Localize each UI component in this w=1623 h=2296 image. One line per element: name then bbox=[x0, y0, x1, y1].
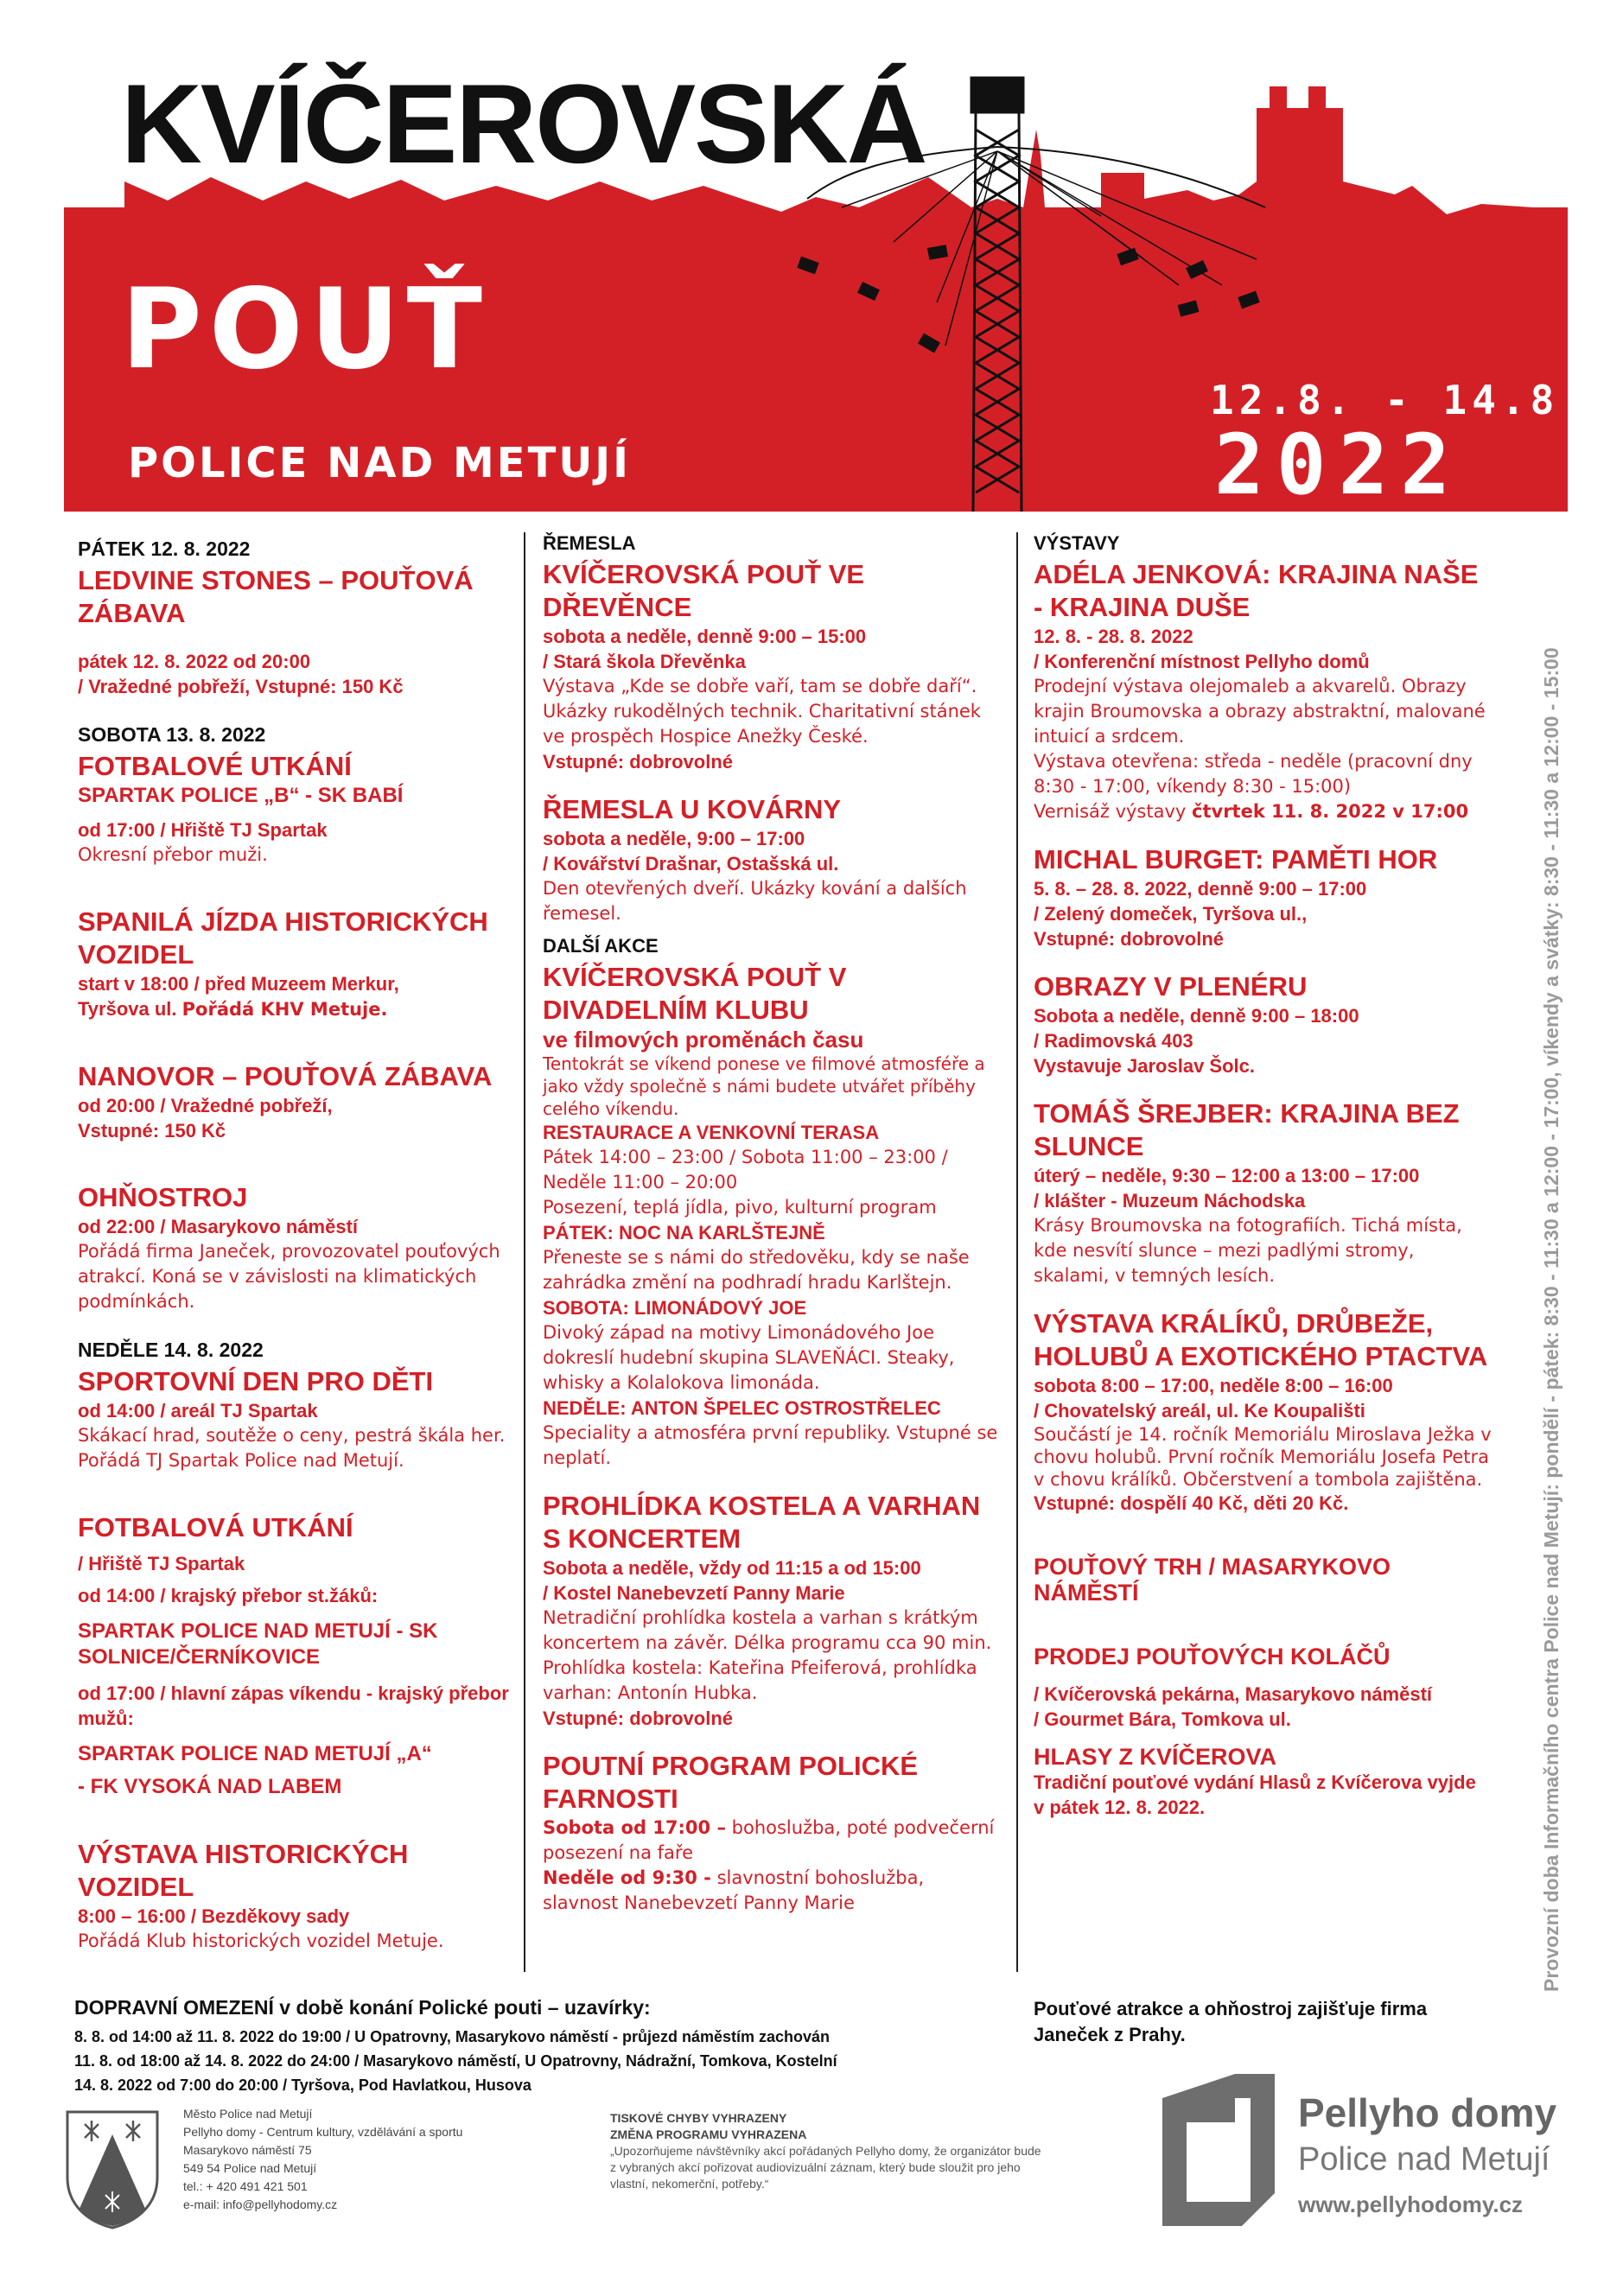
event-info: od 14:00 / areál TJ Spartak bbox=[78, 1400, 318, 1421]
event-info: sobota 8:00 – 17:00, neděle 8:00 – 16:00 bbox=[1034, 1375, 1393, 1396]
traffic-title bbox=[74, 1996, 1025, 2019]
event-description: Skákací hrad, soutěže o ceny, pestrá škála her. Pořádá TJ Spartak Police nad Metují. bbox=[78, 1425, 506, 1471]
event-time: Neděle od 9:30 - bbox=[543, 1867, 711, 1888]
event-title: ADÉLA JENKOVÁ: KRAJINA NAŠE - KRAJINA DUŠE bbox=[1034, 559, 1479, 622]
address-line: Pellyho domy - Centrum kultury, vzdělávání a sportu bbox=[183, 2125, 463, 2139]
event-info: Vstupné: 150 Kč bbox=[78, 1120, 226, 1142]
disclaimer-line: TISKOVÉ CHYBY VYHRAZENY bbox=[610, 2111, 787, 2125]
event-description bbox=[543, 1866, 1002, 1916]
event-description: Posezení, teplá jídla, pivo, kulturní program bbox=[543, 1197, 937, 1218]
event-info: / Kvíčerovská pekárna, Masarykovo náměstí bbox=[1034, 1683, 1433, 1705]
event-description: Pořádá KHV Metuje. bbox=[181, 999, 388, 1020]
event-title: SPANILÁ JÍZDA HISTORICKÝCH VOZIDEL bbox=[78, 906, 488, 970]
address-line: e-mail: info@pellyhodomy.cz bbox=[183, 2197, 338, 2211]
event-dates: 12.8. - 14.8. bbox=[1210, 377, 1589, 423]
event-subtitle: SPARTAK POLICE NAD METUJÍ „A“ bbox=[78, 1742, 432, 1765]
logo-name: Pellyho domy bbox=[1298, 2090, 1557, 2135]
event-title: MICHAL BURGET: PAMĚTI HOR bbox=[1034, 844, 1438, 875]
event-description-text: bohoslužba, poté podvečerní posezení na faře bbox=[543, 1817, 995, 1863]
event-info: pátek 12. 8. 2022 od 20:00 bbox=[78, 651, 311, 672]
event-info: 8:00 – 16:00 / Bezděkovy sady bbox=[78, 1905, 350, 1927]
event-title: FOTBALOVÁ UTKÁNÍ bbox=[78, 1512, 353, 1542]
event-subtitle: - FK VYSOKÁ NAD LABEM bbox=[78, 1775, 342, 1798]
traffic-line: 8. 8. od 14:00 až 11. 8. 2022 do 19:00 / U Opatrovny, Masarykovo náměstí - průjezd náměstím zachován bbox=[74, 2028, 831, 2045]
event-description: Výstava „Kde se dobře vaří, tam se dobře daří“. Ukázky rukodělných technik. Charitativní stánek ve prospěch Hospice Anežky České. bbox=[543, 676, 981, 747]
day-heading-sunday: NEDĚLE 14. 8. 2022 bbox=[78, 1339, 264, 1361]
event-subheading: SOBOTA: LIMONÁDOVÝ JOE bbox=[543, 1297, 807, 1319]
event-description: Speciality a atmosféra první republiky. Vstupné se neplatí. bbox=[543, 1422, 998, 1468]
event-info-place: Tyršova ul. bbox=[78, 998, 177, 1020]
event-info: / Kostel Nanebevzetí Panny Marie bbox=[543, 1582, 845, 1604]
event-description: Tentokrát se víkend ponese ve filmové atmosféře a jako vždy společně s námi budete utvářet příběhy celého víkendu. bbox=[543, 1053, 985, 1119]
event-description: Přeneste se s námi do středověku, kdy se naše zahrádka změní na podhradí hradu Karlštejn. bbox=[543, 1247, 970, 1293]
traffic-line: 14. 8. 2022 od 7:00 do 20:00 / Tyršova, Pod Havlatkou, Husova bbox=[74, 2077, 531, 2094]
event-description bbox=[1034, 799, 1492, 824]
event-info: od 17:00 / Hřiště TJ Spartak bbox=[78, 819, 328, 841]
program-column-1 bbox=[78, 532, 510, 1954]
event-description: Výstava otevřena: středa - neděle (pracovní dny 8:30 - 17:00, víkendy 8:30 - 15:00) bbox=[1034, 751, 1473, 797]
event-title: TOMÁŠ ŠREJBER: KRAJINA BEZ SLUNCE bbox=[1034, 1098, 1460, 1161]
event-description: Krásy Broumovska na fotografiích. Tichá místa, kde nesvítí slunce – mezi padlými stromy, skalami, v temných lesích. bbox=[1034, 1215, 1462, 1286]
event-info: Vstupné: dospělí 40 Kč, děti 20 Kč. bbox=[1034, 1492, 1349, 1514]
info-centre-hours: Provozní doba Informačního centra Police nad Metují: pondělí - pátek: 8:30 - 11:30 a 12:00 - 17:00, víkendy a svátky: 8:30 - 11:30 a 12:00 - 15:00 bbox=[1540, 647, 1563, 1992]
address-line: Masarykovo náměstí 75 bbox=[183, 2143, 312, 2157]
event-description: Pořádá Klub historických vozidel Metuje. bbox=[78, 1930, 444, 1951]
event-subtitle: SPARTAK POLICE NAD METUJÍ - SK SOLNICE/ČERNÍKOVICE bbox=[78, 1619, 438, 1669]
section-heading: VÝSTAVY bbox=[1034, 532, 1120, 554]
day-heading-friday: PÁTEK 12. 8. 2022 bbox=[78, 537, 251, 560]
event-info: / Konferenční místnost Pellyho domů bbox=[1034, 651, 1370, 672]
event-description-text: slavnostní bohoslužba, slavnost Nanebevzetí Panny Marie bbox=[543, 1867, 925, 1913]
traffic-title-bold: DOPRAVNÍ OMEZENÍ bbox=[74, 1996, 274, 2019]
disclaimer bbox=[610, 2110, 1042, 2192]
disclaimer-text: „Upozorňujeme návštěvníky akcí pořádaných Pellyho domy, že organizátor bude z vybraných akcí pořizovat audiovizuální záznam, který bude sloužit pro jeho vlastní, nekomerční, potřeby.“ bbox=[610, 2144, 1041, 2191]
town-crest-icon bbox=[64, 2108, 161, 2229]
event-info: / Chovatelský areál, ul. Ke Koupališti bbox=[1034, 1400, 1365, 1421]
event-title: OBRAZY V PLENÉRU bbox=[1034, 971, 1308, 1002]
event-subheading: RESTAURACE A VENKOVNÍ TERASA bbox=[543, 1122, 880, 1143]
column-divider bbox=[524, 532, 525, 1972]
event-info: úterý – neděle, 9:30 – 12:00 a 13:00 – 17:00 bbox=[1034, 1165, 1420, 1186]
title-main: KVÍČEROVSKÁ bbox=[121, 60, 926, 187]
event-info: Vstupné: dobrovolné bbox=[543, 1708, 733, 1729]
event-info: Vstupné: dobrovolné bbox=[543, 751, 733, 773]
section-heading: DALŠÍ AKCE bbox=[543, 935, 659, 957]
event-info: / Kovářství Drašnar, Ostašská ul. bbox=[543, 853, 839, 875]
event-title: NANOVOR – POUŤOVÁ ZÁBAVA bbox=[78, 1061, 493, 1091]
event-time: Sobota od 17:00 – bbox=[543, 1817, 726, 1838]
event-info: 12. 8. - 28. 8. 2022 bbox=[1034, 626, 1193, 647]
event-subheading: NEDĚLE: ANTON ŠPELEC OSTROSTŘELEC bbox=[543, 1397, 941, 1419]
event-description bbox=[543, 1816, 1002, 1866]
event-info: / Gourmet Bára, Tomkova ul. bbox=[1034, 1708, 1291, 1730]
event-title-tail: ve filmových proměnách času bbox=[543, 1027, 864, 1053]
address-line: Město Police nad Metují bbox=[183, 2107, 313, 2121]
event-info: / klášter - Muzeum Náchodska bbox=[1034, 1190, 1306, 1212]
event-title: PRODEJ POUŤOVÝCH KOLÁČŮ bbox=[1034, 1644, 1391, 1670]
event-info: / Hřiště TJ Spartak bbox=[78, 1553, 245, 1574]
event-title: PROHLÍDKA KOSTELA A VARHAN S KONCERTEM bbox=[543, 1491, 981, 1554]
event-info: sobota a neděle, 9:00 – 17:00 bbox=[543, 828, 805, 849]
address-line: 549 54 Police nad Metují bbox=[183, 2161, 317, 2175]
event-description: Prodejní výstava olejomaleb a akvarelů. Obrazy krajin Broumovska a obrazy abstraktní, malované intuicí a srdcem. bbox=[1034, 676, 1486, 747]
event-subtitle: SPARTAK POLICE „B“ - SK BABÍ bbox=[78, 784, 404, 807]
disclaimer-line: ZMĚNA PROGRAMU VYHRAZENA bbox=[610, 2127, 807, 2141]
event-info: Tradiční pouťové vydání Hlasů z Kvíčerova vyjde v pátek 12. 8. 2022. bbox=[1034, 1771, 1476, 1818]
program-column-2 bbox=[543, 532, 1002, 1916]
event-description: Netradiční prohlídka kostela a varhan s krátkým koncertem na závěr. Délka programu cca 90 min. Prohlídka kostela: Kateřina Pfeiferová, prohlídka varhan: Antonín Hubka. bbox=[543, 1607, 992, 1703]
event-info: od 20:00 / Vražedné pobřeží, bbox=[78, 1095, 333, 1116]
event-subheading: PÁTEK: NOC NA KARLŠTEJNĚ bbox=[543, 1222, 825, 1243]
event-info: / Radimovská 403 bbox=[1034, 1030, 1193, 1052]
event-title: KVÍČEROVSKÁ POUŤ VE DŘEVĚNCE bbox=[543, 559, 865, 622]
program-column-3 bbox=[1034, 532, 1492, 1820]
event-info: od 17:00 / hlavní zápas víkendu - krajský přebor mužů: bbox=[78, 1682, 509, 1729]
traffic-restrictions bbox=[74, 1996, 1025, 2097]
column-divider bbox=[1016, 532, 1018, 1972]
event-info bbox=[78, 996, 510, 1022]
event-title: LEDVINE STONES – POUŤOVÁ ZÁBAVA bbox=[78, 565, 474, 628]
event-info: start v 18:00 / před Muzeem Merkur, bbox=[78, 973, 399, 995]
event-info: Vstupné: dobrovolné bbox=[1034, 928, 1224, 950]
event-title: KVÍČEROVSKÁ POUŤ V DIVADELNÍM KLUBU bbox=[543, 962, 847, 1025]
vernissage-date: čtvrtek 11. 8. 2022 v 17:00 bbox=[1192, 801, 1469, 822]
vernissage-label: Vernisáž výstavy bbox=[1034, 801, 1187, 822]
event-title: SPORTOVNÍ DEN PRO DĚTI bbox=[78, 1366, 434, 1396]
address-line: tel.: + 420 491 421 501 bbox=[183, 2179, 308, 2193]
event-title: HLASY Z KVÍČEROVA bbox=[1034, 1744, 1277, 1770]
event-description: Pořádá firma Janeček, provozovatel pouťových atrakcí. Koná se v závislosti na klimatických podmínkách. bbox=[78, 1241, 500, 1312]
event-title: FOTBALOVÉ UTKÁNÍ bbox=[78, 751, 352, 781]
pellyho-domy-logo-icon bbox=[1162, 2074, 1275, 2226]
day-heading-saturday: SOBOTA 13. 8. 2022 bbox=[78, 723, 266, 746]
event-info: od 14:00 / krajský přebor st.žáků: bbox=[78, 1585, 379, 1606]
event-info: 5. 8. – 28. 8. 2022, denně 9:00 – 17:00 bbox=[1034, 878, 1367, 900]
event-description: Divoký západ na motivy Limonádového Joe dokreslí hudební skupina SLAVEŇÁCI. Steaky, whisky a Kolalokova limonáda. bbox=[543, 1322, 955, 1393]
organizer-address bbox=[183, 2105, 462, 2214]
event-title: POUTNÍ PROGRAM POLICKÉ FARNOSTI bbox=[543, 1751, 919, 1814]
event-description: Pátek 14:00 – 23:00 / Sobota 11:00 – 23:00 / Neděle 11:00 – 20:00 bbox=[543, 1147, 948, 1193]
event-title: VÝSTAVA HISTORICKÝCH VOZIDEL bbox=[78, 1839, 409, 1902]
event-info: / Stará škola Dřevěnka bbox=[543, 651, 746, 672]
attractions-note: Pouťové atrakce a ohňostroj zajišťuje firma Janeček z Prahy. bbox=[1034, 1998, 1428, 2045]
section-heading: ŘEMESLA bbox=[543, 532, 636, 554]
event-title: POUŤOVÝ TRH / MASARYKOVO NÁMĚSTÍ bbox=[1034, 1554, 1391, 1606]
event-title: VÝSTAVA KRÁLÍKŮ, DRŮBEŽE, HOLUBŮ A EXOTICKÉHO PTACTVA bbox=[1034, 1308, 1488, 1371]
logo-town: Police nad Metují bbox=[1298, 2141, 1550, 2178]
event-description: Okresní přebor muži. bbox=[78, 844, 268, 865]
event-description: Součástí je 14. ročník Memoriálu Miroslava Ježka v chovu holubů. První ročník Memoriálu Josefa Petra v chovu králíků. Občerstvení a tombola zajištěna. bbox=[1034, 1424, 1492, 1490]
event-info: sobota a neděle, denně 9:00 – 15:00 bbox=[543, 626, 867, 647]
event-info: / Vražedné pobřeží, Vstupné: 150 Kč bbox=[78, 676, 404, 697]
event-info: od 22:00 / Masarykovo náměstí bbox=[78, 1216, 359, 1237]
event-info: Sobota a neděle, vždy od 11:15 a od 15:00 bbox=[543, 1557, 921, 1579]
title-pout: POUŤ bbox=[121, 265, 489, 394]
town-name: POLICE NAD METUJÍ bbox=[128, 439, 632, 487]
traffic-title-rest: v době konání Polické pouti – uzavírky: bbox=[273, 1996, 651, 2019]
event-title: OHŇOSTROJ bbox=[78, 1182, 248, 1212]
event-title: ŘEMESLA U KOVÁRNY bbox=[543, 794, 842, 824]
event-info: / Zelený domeček, Tyršova ul., bbox=[1034, 903, 1308, 925]
website-link[interactable]: www.pellyhodomy.cz bbox=[1298, 2191, 1524, 2217]
event-description: Den otevřených dveří. Ukázky kování a dalších řemesel. bbox=[543, 878, 967, 924]
event-info: Sobota a neděle, denně 9:00 – 18:00 bbox=[1034, 1005, 1359, 1027]
event-info: Vystavuje Jaroslav Šolc. bbox=[1034, 1055, 1255, 1077]
traffic-line: 11. 8. od 18:00 až 14. 8. 2022 do 24:00 / Masarykovo náměstí, U Opatrovny, Nádražní, Tomkova, Kostelní bbox=[74, 2052, 837, 2070]
event-year: 2022 bbox=[1214, 417, 1463, 513]
